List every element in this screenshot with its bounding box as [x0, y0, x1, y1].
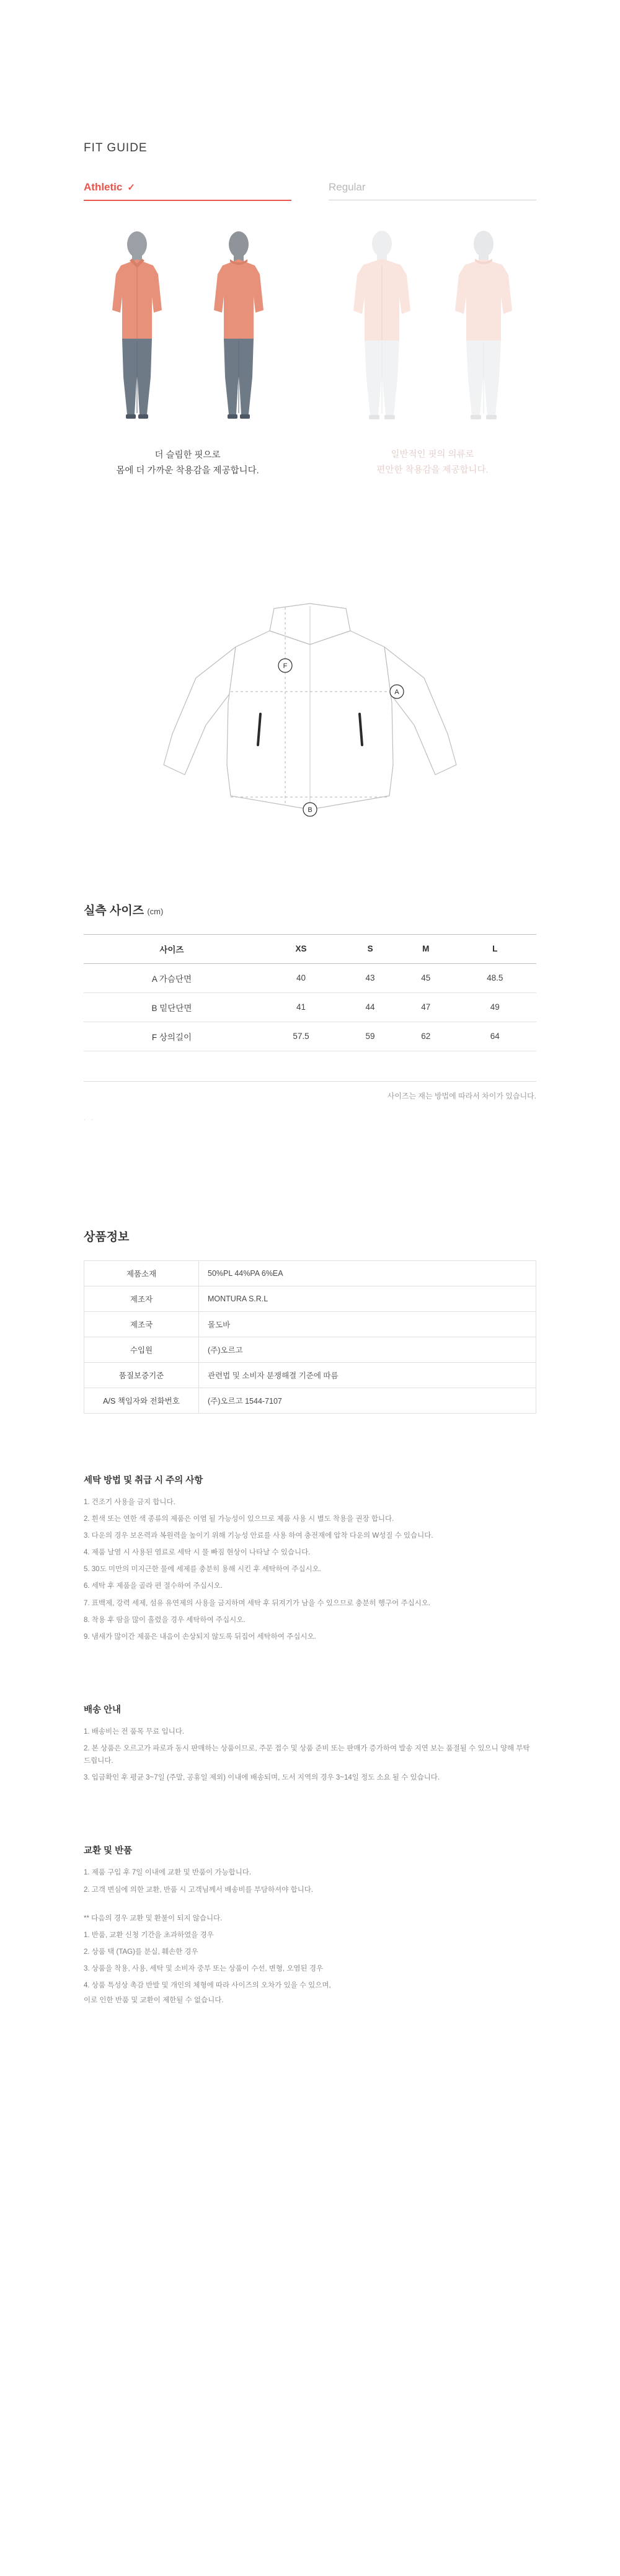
row-label: A 가슴단면	[84, 963, 260, 992]
figure-back-regular	[440, 228, 527, 426]
col-header-m: M	[398, 934, 454, 963]
info-value: 몰도바	[199, 1311, 536, 1337]
svg-text:A: A	[394, 688, 399, 696]
cell-value: 64	[454, 1022, 536, 1051]
fit-guide-columns	[53, 181, 567, 479]
fit-option-athletic-caption	[84, 448, 291, 479]
info-key: A/S 책임자와 전화번호	[84, 1388, 199, 1413]
cell-value: 62	[398, 1022, 454, 1051]
shipping-line: 1. 배송비는 전 품목 무료 입니다.	[84, 1727, 185, 1736]
info-value: MONTURA S.R.L	[199, 1286, 536, 1311]
wash-line: 5. 30도 미만의 미지근한 물에 세제를 충분히 용해 시킨 후 세탁하여 주십시오.	[84, 1566, 321, 1574]
fit-option-regular-figures	[329, 221, 536, 426]
info-key: 제조국	[84, 1311, 199, 1337]
table-row	[84, 1286, 536, 1311]
cell-value: 49	[454, 992, 536, 1022]
table-header-row	[84, 934, 536, 963]
caption-line: 편안한 착용감을 제공합니다.	[376, 465, 489, 476]
check-icon: ✓	[127, 182, 135, 193]
caption-line: 몸에 더 가까운 착용감을 제공합니다.	[116, 466, 259, 476]
caption-line: 일반적인 핏의 의류로	[391, 450, 474, 460]
product-info-section	[53, 1228, 567, 1414]
cell-value: 48.5	[454, 963, 536, 992]
measurement-unit: (cm)	[147, 906, 164, 916]
info-key: 수입원	[84, 1337, 199, 1362]
cell-value: 59	[342, 1022, 398, 1051]
jacket-measurement-diagram	[53, 554, 567, 901]
fit-option-regular-caption	[329, 447, 536, 479]
product-info-title: 상품정보	[84, 1230, 130, 1244]
wash-line: 4. 제품 날염 시 사용된 염료로 세탁 시 물 빠짐 현상이 나타날 수 있습니다.	[84, 1549, 311, 1557]
return-sub-line: 1. 반품, 교환 신청 기간을 초과하였을 경우	[84, 1931, 214, 1939]
return-exchange-title: 교환 및 반품	[84, 1846, 133, 1856]
measurement-note: 사이즈는 재는 방법에 따라서 차이가 있습니다.	[84, 1081, 536, 1101]
svg-text:F: F	[283, 662, 288, 670]
return-exchange-section	[84, 1843, 536, 2007]
info-key: 제조자	[84, 1286, 199, 1311]
table-row	[84, 1311, 536, 1337]
wash-line: 9. 냄새가 많이간 제품은 내음이 손상되지 않도록 뒤집어 세탁하여 주십시오.	[84, 1633, 316, 1641]
cell-value: 41	[260, 992, 342, 1022]
cell-value: 44	[342, 992, 398, 1022]
fit-guide-title: FIT GUIDE	[84, 141, 148, 154]
info-value: 관련법 및 소비자 분쟁해결 기준에 따름	[199, 1362, 536, 1388]
fit-option-athletic-figures	[84, 222, 291, 427]
return-sub-line: 이로 인한 반품 및 교환이 제한될 수 없습니다.	[84, 1997, 224, 2005]
wash-line: 2. 흰색 또는 연한 색 종류의 제품은 이염 될 가능성이 있으므로 제품 사용 시 별도 착용을 권장 합니다.	[84, 1515, 394, 1523]
fit-option-athletic-label: Athletic	[84, 181, 123, 193]
shipping-line: 2. 본 상품은 오르고가 파로과 동시 판매하는 상품이므로, 주문 접수 및 상품 준비 또는 판매가 증가하여 발송 지연 보는 품절될 수 있으니 양해 부탁드립니다.	[84, 1745, 530, 1765]
table-row	[84, 1337, 536, 1362]
fit-option-regular[interactable]	[329, 181, 536, 479]
table-row	[84, 1388, 536, 1413]
wash-line: 3. 다운의 경우 보온력과 복원력을 높이기 위해 기능성 안료를 사용 하여 충전재에 압착 다운의 W성질 수 있습니다.	[84, 1532, 433, 1540]
row-label: B 밑단단면	[84, 992, 260, 1022]
measurement-table	[84, 934, 536, 1051]
wash-care-title: 세탁 방법 및 취급 시 주의 사항	[84, 1475, 203, 1486]
return-sub-line: 4. 상품 특성상 촉감 반발 및 개인의 체형에 따라 사이즈의 오차가 있을 수 있으며,	[84, 1982, 331, 1990]
cell-value: 43	[342, 963, 398, 992]
wash-line: 7. 표백제, 강력 세제, 섬유 유연제의 사용을 금지하며 세탁 후 뒤져기가 남을 수 있으므로 충분히 헹구어 주십시오.	[84, 1599, 431, 1607]
info-key: 품질보증기준	[84, 1362, 199, 1388]
cell-value: 57.5	[260, 1022, 342, 1051]
fit-option-regular-header[interactable]	[329, 181, 536, 200]
measurement-title	[53, 901, 567, 918]
product-info-table	[84, 1260, 536, 1414]
table-row	[84, 992, 536, 1022]
row-label: F 상의길이	[84, 1022, 260, 1051]
return-line: 1. 제품 구입 후 7일 이내에 교환 및 반품이 가능합니다.	[84, 1869, 252, 1877]
table-row	[84, 1022, 536, 1051]
fit-option-regular-label: Regular	[329, 181, 366, 193]
table-row	[84, 963, 536, 992]
col-header-size: 사이즈	[84, 934, 260, 963]
fit-option-athletic-header[interactable]	[84, 181, 291, 201]
shipping-title: 배송 안내	[84, 1705, 122, 1715]
figure-front-athletic	[94, 228, 180, 427]
cell-value: 45	[398, 963, 454, 992]
info-key: 제품소재	[84, 1260, 199, 1286]
wash-care-section	[84, 1473, 536, 1643]
info-value: 50%PL 44%PA 6%EA	[199, 1260, 536, 1286]
return-line: 2. 고객 변심에 의한 교환, 반품 시 고객님께서 배송비를 부담하셔야 합니다.	[84, 1886, 314, 1894]
measurement-ghost-text: . .	[84, 1114, 95, 1122]
return-sub-line: 3. 상품을 착용, 사용, 세탁 및 소비자 중부 또는 상품이 수선, 변형, 오염된 경우	[84, 1965, 324, 1972]
table-row	[84, 1260, 536, 1286]
col-header-xs: XS	[260, 934, 342, 963]
figure-front-regular	[339, 228, 425, 426]
measurement-title-text: 실측 사이즈	[84, 904, 144, 917]
measurement-section	[53, 901, 567, 1122]
col-header-s: S	[342, 934, 398, 963]
svg-text:B: B	[308, 806, 312, 814]
info-value: (주)오르고 1544-7107	[199, 1388, 536, 1413]
shipping-section	[84, 1703, 536, 1785]
wash-line: 1. 건조기 사용을 금지 합니다.	[84, 1498, 175, 1506]
fit-option-athletic[interactable]	[84, 181, 291, 479]
wash-line: 6. 세탁 후 제품을 골라 편 절수하여 주십시오.	[84, 1582, 223, 1590]
col-header-l: L	[454, 934, 536, 963]
bottom-spacer	[53, 2011, 567, 2104]
cell-value: 47	[398, 992, 454, 1022]
caption-line: 더 슬림한 핏으로	[154, 450, 221, 460]
wash-line: 8. 착용 후 땀을 많이 흘렸을 경우 세탁하여 주십시오.	[84, 1616, 246, 1624]
table-row	[84, 1362, 536, 1388]
figure-back-athletic	[195, 228, 282, 427]
return-sub-line: 2. 상품 택 (TAG)를 분실, 훼손한 경우	[84, 1948, 198, 1956]
shipping-line: 3. 입금확인 후 평균 3~7일 (주말, 공휴일 제외) 이내에 배송되며, 도서 지역의 경우 3~14일 정도 소요 될 수 있습니다.	[84, 1774, 440, 1782]
cell-value: 40	[260, 963, 342, 992]
info-value: (주)오르고	[199, 1337, 536, 1362]
return-subtitle: ** 다음의 경우 교환 및 환불이 되지 않습니다.	[84, 1914, 223, 1922]
